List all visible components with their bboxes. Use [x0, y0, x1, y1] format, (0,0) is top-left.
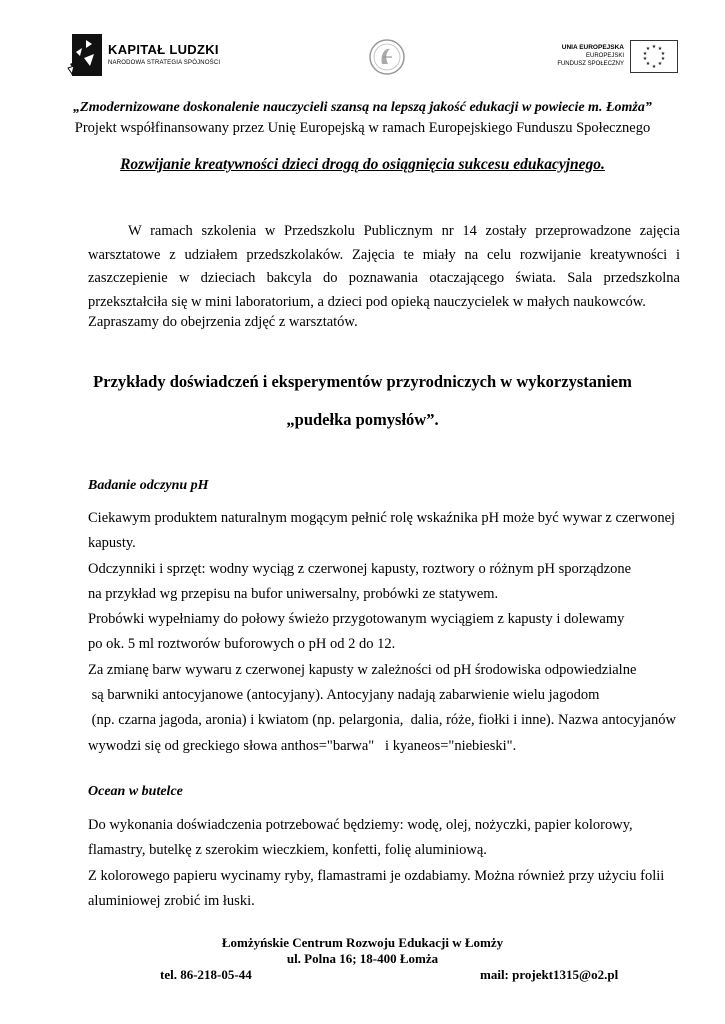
- kapital-ludzki-emblem-icon: [66, 30, 106, 80]
- text-line: Ciekawym produktem naturalnym mogącym pełnić rolę wskaźnika pH może być wywar z czerwonej: [88, 510, 676, 526]
- experiment-2-body: [88, 813, 688, 914]
- footer-phone: tel. 86-218-05-44: [160, 967, 252, 982]
- project-title: „Zmodernizowane doskonalenie nauczycieli szansą na lepszą jakość edukacji w powiecie m. Łomża”: [73, 100, 652, 115]
- eu-fund-label-1: EUROPEJSKI: [585, 53, 624, 59]
- section-heading-2: „pudełka pomysłów”.: [286, 410, 439, 429]
- eu-flag-icon: [630, 40, 678, 73]
- text-line: są barwniki antocyjanowe (antocyjany). Antocyjany nadają zabarwienie wielu jagodom: [88, 687, 600, 704]
- svg-text:★: ★: [657, 61, 663, 67]
- footer-mail: mail: projekt1315@o2.pl: [480, 967, 619, 982]
- experiment-2-title: Ocean w butelce: [88, 784, 183, 799]
- footer-org: Łomżyńskie Centrum Rozwoju Edukacji w Łomży: [221, 935, 504, 950]
- kapital-ludzki-logo: [66, 30, 246, 80]
- kapital-ludzki-title: KAPITAŁ LUDZKI: [108, 42, 219, 57]
- text-line: (np. czarna jagoda, aronia) i kwiatom (np. pelargonia, dalia, róże, fiołki i inne). Nazwa antocyjanów: [88, 712, 676, 729]
- text-line: Z kolorowego papieru wycinamy ryby, flamastrami je ozdabiamy. Można również przy użyciu folii: [88, 867, 665, 884]
- text-line: na przykład wg przepisu na bufor uniwersalny, probówki ze statywem.: [88, 585, 499, 602]
- cofinance-note: Projekt współfinansowany przez Unię Europejską w ramach Europejskiego Funduszu Społecznego: [74, 120, 651, 136]
- svg-text:★: ★: [651, 64, 657, 70]
- seal-icon: [368, 38, 406, 76]
- text-line: Probówki wypełniamy do połowy świeżo przygotowanym wyciągiem z kapusty i dolewamy: [88, 611, 625, 628]
- topic-heading: Rozwijanie kreatywności dzieci drogą do osiągnięcia sukcesu edukacyjnego.: [120, 156, 605, 173]
- section-heading: Przykłady doświadczeń i eksperymentów przyrodniczych w wykorzystaniem: [93, 372, 632, 391]
- text-line: Za zmianę barw wywaru z czerwonej kapusty w zależności od pH środowiska odpowiedzialne: [88, 661, 637, 678]
- svg-text:★: ★: [660, 56, 666, 62]
- footer-address: ul. Polna 16; 18-400 Łomża: [286, 951, 439, 966]
- experiment-1-body: [88, 506, 688, 759]
- intro-paragraph: [88, 220, 680, 314]
- eu-fund-label-2: FUNDUSZ SPOŁECZNY: [557, 61, 624, 67]
- svg-text:★: ★: [651, 44, 657, 50]
- text-line: po ok. 5 ml roztworów buforowych o pH od 2 do 12.: [88, 636, 396, 653]
- text-line: wywodzi się od greckiego słowa anthos="barwa" i kyaneos="niebieski".: [88, 737, 517, 754]
- text-line: aluminiowej zrobić im łuski.: [88, 892, 255, 909]
- svg-text:★: ★: [657, 46, 663, 52]
- experiment-1-title: Badanie odczynu pH: [88, 478, 209, 493]
- eu-union-label: UNIA EUROPEJSKA: [561, 44, 624, 51]
- text-line: Do wykonania doświadczenia potrzebować będziemy: wodę, olej, nożyczki, papier kolorowy,: [88, 817, 633, 833]
- kapital-ludzki-subtitle: NARODOWA STRATEGIA SPÓJNOŚCI: [108, 60, 221, 66]
- crre-seal-logo: [368, 38, 406, 76]
- svg-text:★: ★: [642, 51, 648, 57]
- text-line: Odczynniki i sprzęt: wodny wyciąg z czerwonej kapusty, roztwory o różnym pH sporządzone: [88, 560, 632, 577]
- invite-text: Zapraszamy do obejrzenia zdjęć z warsztatów.: [88, 314, 358, 330]
- text-line: kapusty.: [88, 535, 136, 552]
- text-line: flamastry, butelkę z szerokim wieczkiem, konfetti, folię aluminiową.: [88, 842, 487, 859]
- svg-text:★: ★: [642, 56, 648, 62]
- svg-text:★: ★: [645, 46, 651, 52]
- svg-text:★: ★: [660, 51, 666, 57]
- intro-text: W ramach szkolenia w Przedszkolu Publicznym nr 14 zostały przeprowadzone zajęcia warsztatowe z udziałem przedszkolaków. Zajęcia te miały na celu rozwijanie kreatywności i zaszczepienie w dzieciach bakcyla do poznawania otaczającego świata. Sala przedszkolna przekształciła się w mini laboratorium, a dzieci pod opieką nauczycielek w małych naukowców.: [88, 223, 680, 310]
- svg-text:★: ★: [645, 61, 651, 67]
